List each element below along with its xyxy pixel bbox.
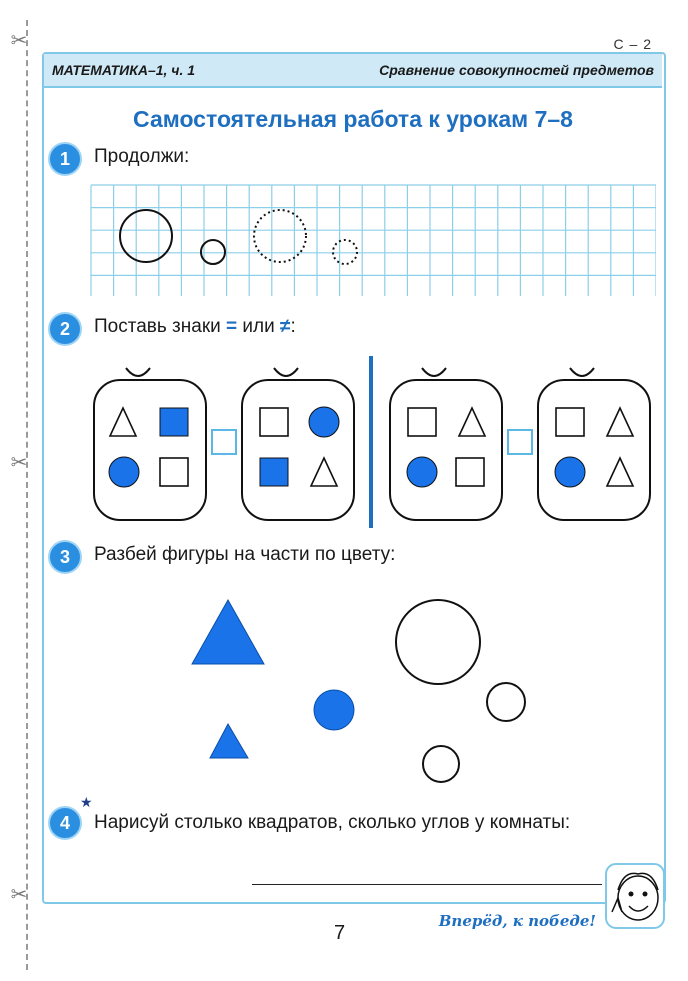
task-2-colon: : (290, 316, 296, 337)
circle-blue (309, 407, 339, 437)
bag-outline (538, 380, 650, 520)
answer-line[interactable] (252, 884, 602, 885)
task-1-text: Продолжи: (94, 146, 190, 167)
square-blue (160, 408, 188, 436)
bag-1 (94, 368, 206, 520)
scissors-icon: ✂ (10, 452, 28, 474)
task-2-instruction: Поставь знаки (94, 316, 221, 337)
equal-sign: = (226, 316, 238, 337)
bag-4 (538, 368, 650, 520)
circle-blue (555, 457, 585, 487)
circle-blue (407, 457, 437, 487)
task-4-text: Нарисуй столько квадратов, сколько углов у комнаты: (94, 812, 571, 833)
bag-handle (274, 368, 298, 376)
circle-white-large (396, 600, 480, 684)
not-equal-sign: ≠ (280, 316, 291, 337)
circle-blue (109, 457, 139, 487)
page-number: 7 (334, 922, 346, 944)
task-2-figures (86, 356, 666, 532)
scissors-icon: ✂ (10, 884, 28, 906)
task-2-text (94, 316, 296, 338)
triangle-blue-large (192, 600, 264, 664)
header-topic: Сравнение совокупностей предметов (379, 62, 654, 78)
circle-large-solid (120, 210, 172, 262)
circle-white-small (423, 746, 459, 782)
bag-handle (422, 368, 446, 376)
bag-2 (242, 368, 354, 520)
answer-box-2[interactable] (508, 430, 532, 454)
answer-box-1[interactable] (212, 430, 236, 454)
task-3-figures (170, 590, 550, 790)
task-3-text: Разбей фигуры на части по цвету: (94, 544, 396, 565)
boy-face-icon (604, 862, 668, 932)
slogan: Вперёд, к победе! (438, 912, 596, 930)
circle-blue (314, 690, 354, 730)
circle-white-medium (487, 683, 525, 721)
page-title: Самостоятельная работа к урокам 7–8 (133, 106, 573, 132)
task-1-grid (90, 184, 656, 296)
triangle-white (110, 408, 136, 436)
task-number-1: 1 (48, 142, 82, 176)
square-white (556, 408, 584, 436)
scissors-icon: ✂ (10, 30, 28, 52)
bag-3 (390, 368, 502, 520)
triangle-white (607, 458, 633, 486)
square-white (260, 408, 288, 436)
task-number-3: 3 (48, 540, 82, 574)
bag-outline (242, 380, 354, 520)
circle-small-solid (201, 240, 225, 264)
triangle-white (459, 408, 485, 436)
bag-handle (570, 368, 594, 376)
circle-large-dotted (254, 210, 306, 262)
task-number-2: 2 (48, 312, 82, 346)
bag-handle (126, 368, 150, 376)
square-white (456, 458, 484, 486)
triangle-white (607, 408, 633, 436)
square-blue (260, 458, 288, 486)
header-subject: МАТЕМАТИКА–1, ч. 1 (52, 62, 196, 78)
grid-lines (91, 185, 656, 296)
cut-line (26, 20, 28, 970)
divider-bar (369, 356, 373, 528)
bag-outline (390, 380, 502, 520)
bag-outline (94, 380, 206, 520)
triangle-blue-small (210, 724, 248, 758)
task-number-4: 4 (48, 806, 82, 840)
triangle-white (311, 458, 337, 486)
worksheet-code: С – 2 (613, 36, 652, 52)
square-white (160, 458, 188, 486)
task-2-joiner: или (242, 316, 275, 337)
square-white (408, 408, 436, 436)
circle-small-dotted (333, 240, 357, 264)
star-icon: ★ (80, 794, 93, 810)
